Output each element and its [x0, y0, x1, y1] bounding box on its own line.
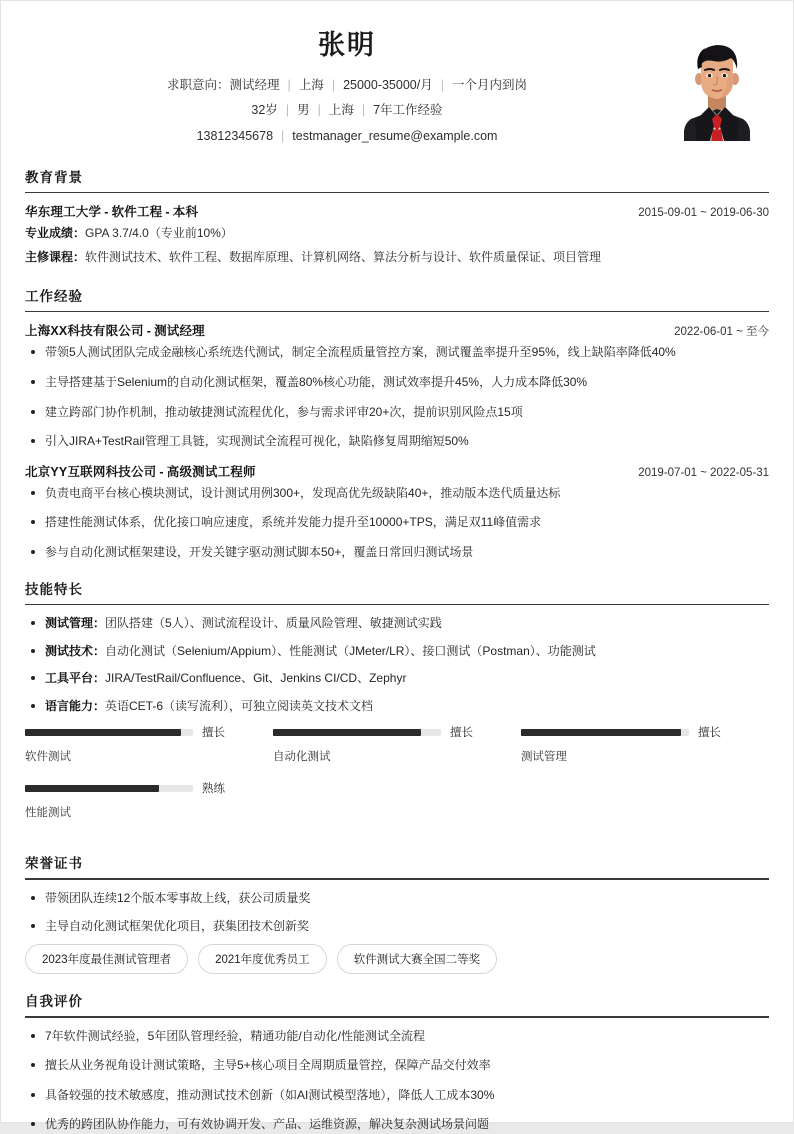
dash-separator: - — [159, 464, 164, 479]
work-entry — [25, 462, 769, 562]
section-education — [25, 166, 769, 269]
list-item: 引入JIRA+TestRail管理工具链，实现测试全流程可视化，缺陷修复周期缩短50% — [25, 432, 769, 451]
work-company: 上海XX科技有限公司 — [25, 324, 144, 339]
separator-icon: | — [317, 103, 321, 118]
skill-bar-fill — [25, 785, 159, 792]
dash-separator: - — [146, 324, 152, 339]
skill-label: 测试管理： — [45, 616, 106, 631]
skill-bar-track — [273, 729, 441, 736]
list-item: 主导自动化测试框架优化项目，获集团技术创新奖 — [25, 917, 769, 936]
education-degree: 本科 — [172, 205, 199, 220]
personal-info-line — [25, 98, 669, 124]
honors-bullet-list — [25, 889, 769, 935]
education-date: 2015-09-01 ~ 2019-06-30 — [638, 207, 769, 220]
skill-value: 团队搭建（5人）、测试流程设计、质量风险管理、敏捷测试实践 — [105, 616, 442, 631]
education-gpa-value: GPA 3.7/4.0（专业前10%） — [85, 226, 233, 241]
section-title-skills: 技能特长 — [25, 581, 83, 597]
job-intent-availability: 一个月内到岗 — [451, 77, 527, 92]
skill-bar-item — [25, 780, 273, 834]
skill-bar-name: 自动化测试 — [272, 751, 331, 764]
personal-age: 32岁 — [251, 103, 278, 118]
education-gpa-label: 专业成绩： — [25, 226, 86, 241]
skill-value: 自动化测试（Selenium/Appium）、性能测试（JMeter/LR）、接口测试（Postman）、功能测试 — [105, 643, 596, 658]
contact-phone[interactable]: 13812345678 — [196, 129, 274, 143]
resume-content — [1, 1, 793, 1134]
work-entry-title — [25, 462, 256, 480]
work-entry-head — [25, 462, 769, 480]
skill-bar-name: 测试管理 — [520, 751, 567, 764]
list-item: 擅长从业务视角设计测试策略，主导5+核心项目全周期质量管控，保障产品交付效率 — [25, 1056, 769, 1075]
skill-bar-level: 擅长 — [697, 727, 721, 740]
section-work-experience — [25, 285, 769, 562]
work-entry — [25, 321, 769, 450]
list-item: 建立跨部门协作机制，推动敏捷测试流程优化，参与需求评审20+次，提前识别风险点15项 — [25, 403, 769, 422]
honor-tag[interactable]: 软件测试大赛全国二等奖 — [337, 944, 498, 974]
list-item: 具备较强的技术敏感度，推动测试技术创新（如AI测试模型落地），降低人工成本30% — [25, 1086, 769, 1105]
education-courses-value: 软件测试技术、软件工程、数据库原理、计算机网络、算法分析与设计、软件质量保证、项目管理 — [85, 249, 602, 264]
skill-label: 测试技术： — [45, 643, 106, 658]
work-date: 2022-06-01 ~ 至今 — [674, 326, 769, 339]
avatar — [669, 37, 765, 141]
list-item: 带领团队连续12个版本零事故上线，获公司质量奖 — [25, 889, 769, 908]
job-intent-position: 测试经理 — [229, 77, 280, 92]
list-item: 主导搭建基于Selenium的自动化测试框架，覆盖80%核心功能，测试效率提升45%，人力成本降低30% — [25, 373, 769, 392]
list-item: 负责电商平台核心模块测试，设计测试用例300+，发现高优先级缺陷40+，推动版本迭代质量达标 — [25, 484, 769, 503]
contact-line — [25, 124, 669, 150]
work-bullet-list — [25, 343, 769, 450]
skill-bar-row — [521, 724, 751, 740]
list-item — [25, 642, 769, 661]
section-divider — [25, 604, 769, 606]
skills-bullet-list — [25, 614, 769, 715]
list-item — [25, 697, 769, 716]
skill-bar-fill — [521, 729, 681, 736]
work-company: 北京YY互联网科技公司 — [25, 464, 157, 479]
skill-bar-item — [25, 724, 273, 778]
work-entry-title — [25, 321, 205, 339]
skill-bar-row — [25, 724, 255, 740]
list-item: 带领5人测试团队完成金融核心系统迭代测试，制定全流程质量管控方案，测试覆盖率提升至95%，线上缺陷率降低40% — [25, 343, 769, 362]
honor-tag[interactable]: 2021年度优秀员工 — [198, 944, 327, 974]
work-bullet-list — [25, 484, 769, 562]
skill-value: 英语CET-6（读写流利），可独立阅读英文技术文档 — [105, 698, 374, 713]
education-entry-title — [25, 202, 198, 220]
separator-icon: | — [440, 77, 444, 92]
skill-bar-name: 软件测试 — [25, 751, 71, 764]
skill-bar-level: 擅长 — [449, 727, 473, 740]
list-item — [25, 669, 769, 688]
education-major: 软件工程 — [111, 205, 163, 220]
list-item: 7年软件测试经验，5年团队管理经验，精通功能/自动化/性能测试全流程 — [25, 1027, 769, 1046]
section-honors — [25, 852, 769, 974]
section-title-honors: 荣誉证书 — [25, 856, 83, 872]
education-school: 华东理工大学 — [25, 205, 102, 220]
section-divider — [25, 192, 769, 194]
list-item: 搭建性能测试体系，优化接口响应速度，系统并发能力提升至10000+TPS，满足双11峰值需求 — [25, 513, 769, 532]
skill-bar-level: 熟练 — [202, 783, 225, 796]
section-self-evaluation — [25, 990, 769, 1134]
skill-bar-track — [25, 785, 193, 792]
separator-icon: | — [361, 103, 366, 118]
section-title-work: 工作经验 — [25, 288, 83, 304]
list-item: 优秀的跨团队协作能力，可有效协调开发、产品、运维资源，解决复杂测试场景问题 — [25, 1115, 769, 1134]
job-intent-line — [25, 73, 669, 99]
personal-experience: 7年工作经验 — [373, 103, 443, 118]
skill-label: 语言能力： — [45, 698, 106, 713]
section-divider — [25, 311, 769, 313]
education-courses-line — [25, 246, 769, 269]
list-item — [25, 614, 769, 633]
personal-gender: 男 — [297, 103, 310, 118]
resume-header — [25, 19, 769, 150]
skill-bar-item — [521, 724, 769, 778]
job-intent-city: 上海 — [298, 77, 324, 92]
section-title-education: 教育背景 — [25, 169, 83, 185]
honors-tag-row — [25, 944, 769, 974]
skill-bar-row — [273, 724, 503, 740]
avatar-illustration-icon — [669, 37, 765, 141]
separator-icon: | — [331, 77, 336, 92]
education-courses-label: 主修课程： — [25, 249, 86, 264]
skill-bar-fill — [25, 729, 181, 736]
job-intent-salary: 25000-35000/月 — [343, 77, 433, 92]
section-divider — [25, 878, 769, 880]
skill-bar-name: 性能测试 — [25, 807, 71, 820]
education-entry-head — [25, 202, 769, 220]
summary-bullet-list — [25, 1027, 769, 1134]
skill-bar-track — [25, 729, 193, 736]
section-skills — [25, 578, 769, 837]
section-title-summary: 自我评价 — [25, 994, 83, 1010]
skill-bar-level: 擅长 — [202, 727, 225, 740]
work-role: 高级测试工程师 — [166, 464, 256, 479]
work-role: 测试经理 — [154, 324, 205, 339]
page-title: 张明 — [318, 30, 376, 60]
separator-icon: | — [287, 77, 291, 92]
separator-icon: | — [281, 129, 285, 143]
skill-value: JIRA/TestRail/Confluence、Git、Jenkins CI/CD、Zephyr — [105, 671, 407, 686]
skill-bar-grid — [25, 724, 769, 836]
skill-bar-fill — [273, 729, 421, 736]
section-divider — [25, 1016, 769, 1018]
skill-label: 工具平台： — [45, 671, 106, 686]
work-entry-head — [25, 321, 769, 339]
list-item: 参与自动化测试框架建设，开发关键字驱动测试脚本50+，覆盖日常回归测试场景 — [25, 543, 769, 562]
contact-email[interactable]: testmanager_resume@example.com — [292, 129, 498, 143]
work-date: 2019-07-01 ~ 2022-05-31 — [638, 466, 769, 479]
skill-bar-item — [273, 724, 521, 778]
dash-separator: - — [165, 205, 170, 220]
personal-location: 上海 — [328, 103, 354, 118]
dash-separator: - — [104, 205, 109, 220]
skill-bar-track — [521, 729, 689, 736]
skill-bar-row — [25, 780, 255, 796]
education-gpa-line — [25, 222, 769, 245]
separator-icon: | — [285, 103, 290, 118]
honor-tag[interactable]: 2023年度最佳测试管理者 — [25, 944, 188, 974]
header-text-block — [25, 29, 769, 150]
job-intent-label: 求职意向： — [167, 77, 230, 92]
